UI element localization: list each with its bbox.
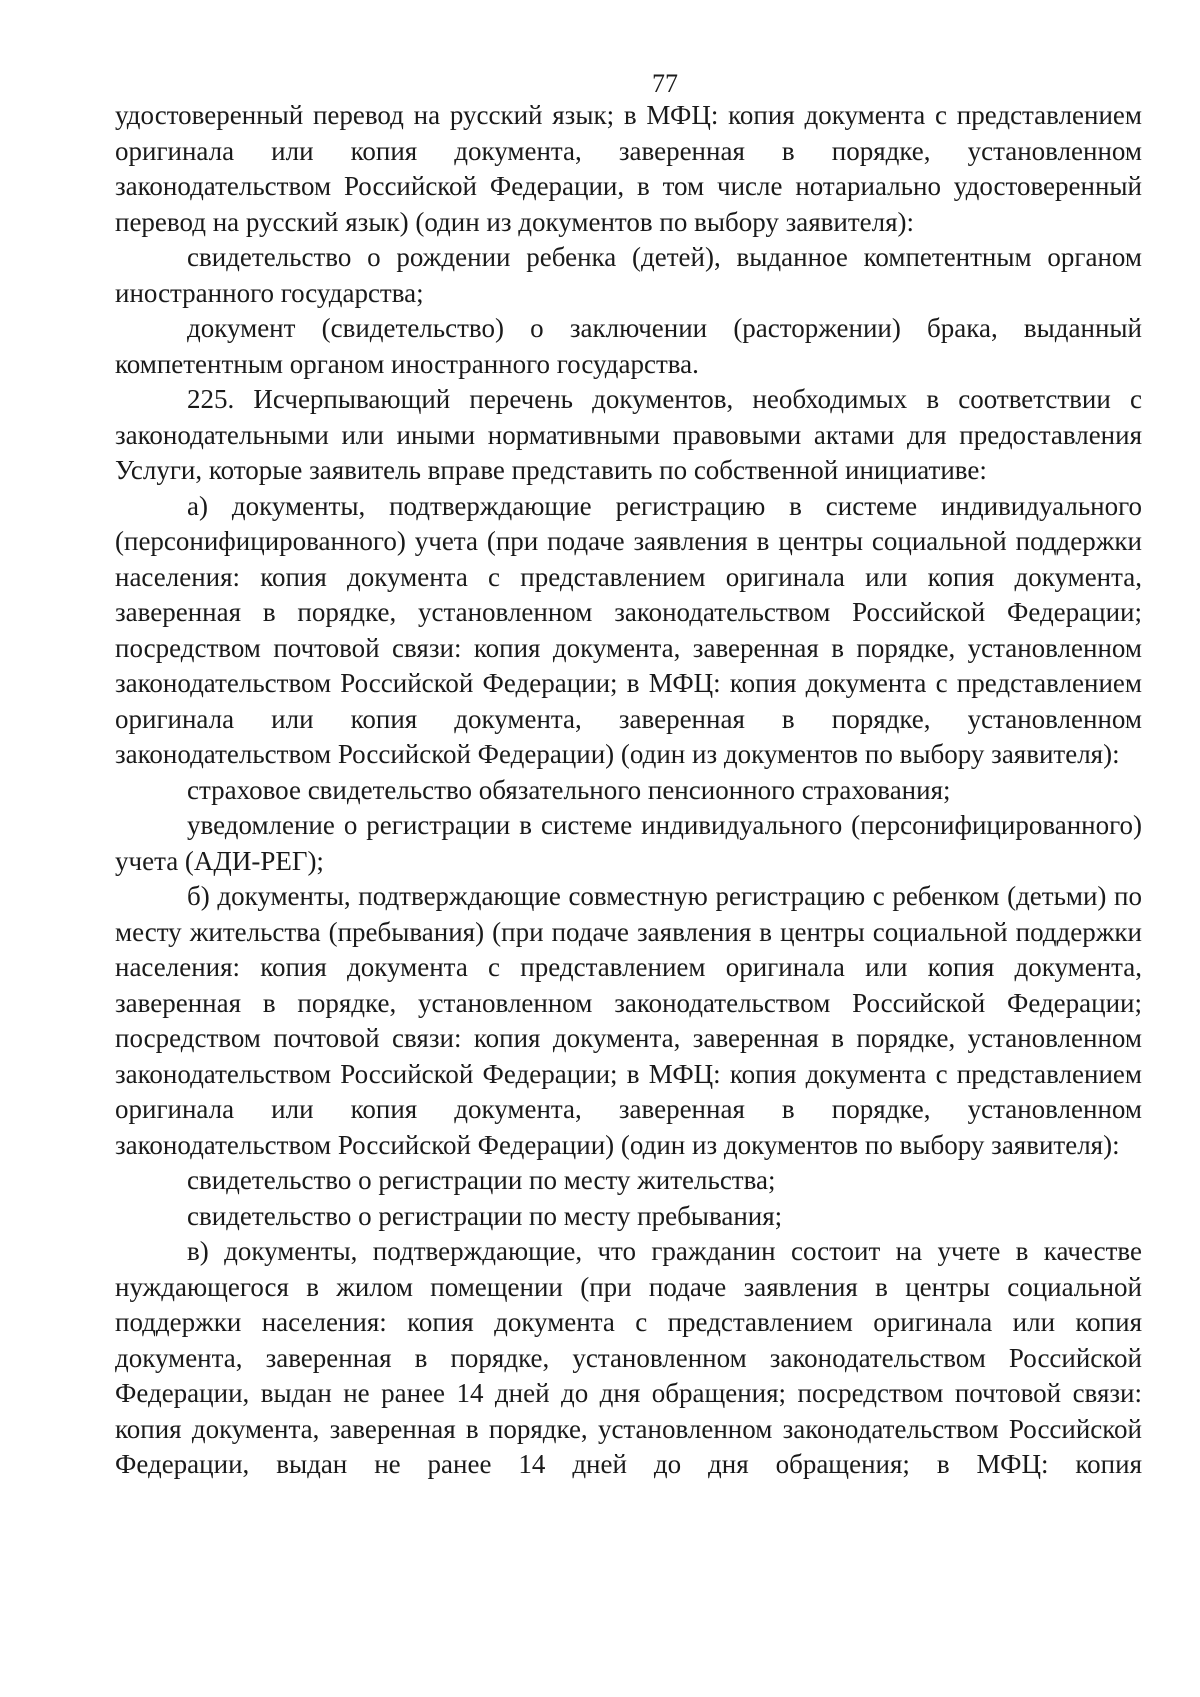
paragraph-stay-registration: свидетельство о регистрации по месту пребывания; [187,1200,783,1231]
paragraph-item-a: а) документы, подтверждающие регистрацию в системе индивидуального (персонифицированного) учета (при подаче заявления в центры социальной поддержки населения: копия документа с представлением оригинала или копия документа, заверенная в порядке, установленном законодательством Российской Федерации; посредством почтовой связи: копия документа, заверенная в порядке, установленном законодательством Российской Федерации; в МФЦ: копия документа с представлением оригинала или копия документа, заверенная в порядке, установленном законодательством Российской Федерации) (один из документов по выбору заявителя): [115,490,1142,769]
paragraph-adi-reg-notice: уведомление о регистрации в системе индивидуального (персонифицированного) учета (АДИ-РЕГ); [115,810,1142,876]
paragraph-birth-certificate: свидетельство о рождении ребенка (детей), выданное компетентным органом иностранного государства; [115,242,1142,308]
paragraph-item-v: в) документы, подтверждающие, что гражданин состоит на учете в качестве нуждающегося в жилом помещении (при подаче заявления в центры социальной поддержки населения: копия документа с представлением оригинала или копия документа, заверенная в порядке, установленном законодательством Российской Федерации, выдан не ранее 14 дней до дня обращения; посредством почтовой связи: копия документа, заверенная в порядке, установленном законодательством Российской Федерации, выдан не ранее 14 дней до дня обращения; в МФЦ: копия [115,1236,1142,1479]
document-body [115,98,1142,1483]
paragraph-pension-insurance-certificate: страховое свидетельство обязательного пенсионного страхования; [187,774,951,805]
page-number: 77 [652,69,678,98]
paragraph-marriage-document: документ (свидетельство) о заключении (расторжении) брака, выданный компетентным органом иностранного государства. [115,313,1142,379]
paragraph-residence-registration: свидетельство о регистрации по месту жительства; [187,1165,776,1195]
paragraph-item-b: б) документы, подтверждающие совместную регистрацию с ребенком (детьми) по месту жительства (пребывания) (при подаче заявления в центры социальной поддержки населения: копия документа с представлением оригинала или копия документа, заверенная в порядке, установленном законодательством Российской Федерации; посредством почтовой связи: копия документа, заверенная в порядке, установленном законодательством Российской Федерации; в МФЦ: копия документа с представлением оригинала или копия документа, заверенная в порядке, установленном законодательством Российской Федерации) (один из документов по выбору заявителя): [115,881,1142,1160]
paragraph-225-list-intro: 225. Исчерпывающий перечень документов, необходимых в соответствии с законодательными или иными нормативными правовыми актами для предоставления Услуги, которые заявитель вправе представить по собственной инициативе: [115,384,1142,485]
paragraph-continuation-translation: удостоверенный перевод на русский язык; в МФЦ: копия документа с представлением оригинала или копия документа, заверенная в порядке, установленном законодательством Российской Федерации, в том числе нотариально удостоверенный перевод на русский язык) (один из документов по выбору заявителя): [115,100,1142,237]
